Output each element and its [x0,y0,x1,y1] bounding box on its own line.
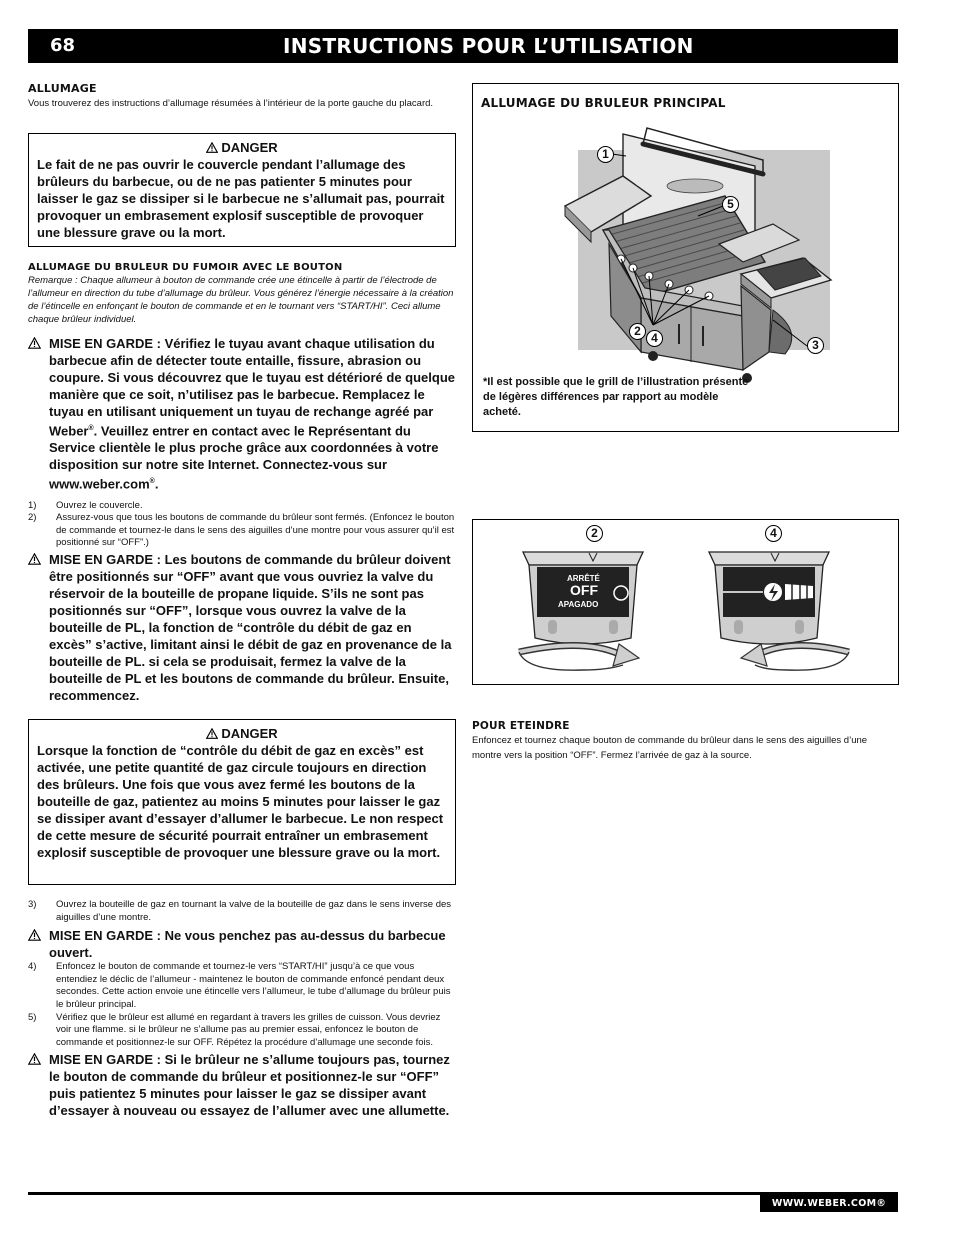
danger-title-1: DANGER [37,140,447,156]
warning-retry: MISE EN GARDE : Si le brûleur ne s’allume toujours pas, tournez le bouton de commande du brûleur et positionnez-le sur “OFF” puis patientez 5 minutes pour laisser le gaz se dissiper avant d’essayer à nouveau ou essayez de l’allumer avec une allumette. [28,1051,456,1119]
page-number: 68 [50,35,76,56]
step-4: 4) Enfoncez le bouton de commande et tournez-le vers “START/HI” jusqu’à ce que vous entendiez le déclic de l’allumeur - maintenez le bouton de commande enfoncé pendant deux secondes. Cette action envoie une étincelle vers l’allumeur, le tube d’allumage du brûleur puis le brûleur principal. [28,961,451,1010]
pour-eteindre-heading: POUR ETEINDRE [472,720,570,732]
knob-label-arrete: ARRÊTÉ [567,574,600,583]
knob-label-off: OFF [570,582,598,598]
danger-text-1: Le fait de ne pas ouvrir le couvercle pendant l’allumage des brûleurs du barbecue, ou de ne pas patienter 5 minutes pour laisser le gaz se dissiper si le barbecue ne s’allumait pas, pourrait provoquer un embrasement explosif susceptible de provoquer une blessure grave ou la mort. [37,157,445,240]
page-title: INSTRUCTIONS POUR L’UTILISATION [283,34,694,58]
knob-callout-2: 2 [586,525,603,542]
warning-knobs-off: MISE EN GARDE : Les boutons de commande du brûleur doivent être positionnés sur “OFF” avant que vous ouvriez la valve du réservoir de la bouteille de propane liquide. S’ils ne sont pas positionnés sur “OFF”, lorsque vous ouvrez la valve de la bouteille de PL, la fonction de “contrôle du débit de gaz en excès” s’active, limitant ainsi le débit de gaz en provenance de la bouteille de PL. si cela se produisait, fermez la valve de la bouteille de PL et les boutons de commande du brûleur. Ensuite, recommencez. [28,551,456,704]
warning-triangle-icon [28,337,41,349]
grill-illustration [473,84,898,384]
knobs-illustration [473,520,898,684]
warning-hose: MISE EN GARDE : Vérifiez le tuyau avant chaque utilisation du barbecue afin de détecter toute entaille, fissure, abrasion ou coupure. Si vous découvrez que le tuyau est détérioré de quelque manière que ce soit, n’utilisez pas le barbecue. Remplacez le tuyau en utilisant uniquement un tuyau de rechange agréé par Weber®. Veuillez entrer en contact avec le Représentant du Service clientèle le plus proche grâce aux coordonnées à votre disposition sur notre site Internet. Connectez-vous sur www.weber.com®. [28,335,456,493]
fumoir-note: Remarque : Chaque allumeur à bouton de commande crée une étincelle à partir de l’électrode de l’allumeur en direction du tube d’allumage du brûleur. Vous générez l’énergie nécessaire à la création de l’étincelle en enfonçant le bouton de commande et en le tournant vers “START/HI”. Ceci allume chaque brûleur individuel. [28,275,454,325]
callout-2: 2 [629,323,646,340]
knob-label-apagado: APAGADO [558,600,599,609]
knobs-illustration-box [472,519,899,685]
warning-triangle-icon [28,553,41,565]
step-5: 5) Vérifiez que le brûleur est allumé en regardant à travers les grilles de cuisson. Vous devriez voir une flamme. si le brûleur ne s’allume pas au premier essai, enfoncez le bouton de commande et positionnez-le sur OFF. Répétez la procédure d’allumage une seconde fois. [28,1011,441,1048]
page-header [28,29,898,63]
step-1: 1) Ouvrez le couvercle. [28,499,143,511]
footer-url: WWW.WEBER.COM® [760,1195,898,1212]
grill-illustration-box [472,83,899,432]
pour-eteindre-text: Enfoncez et tournez chaque bouton de commande du brûleur dans le sens des aiguilles d’une montre vers la position “OFF”. Fermez l’arrivée de gaz à la source. [472,735,868,761]
step-3: 3) Ouvrez la bouteille de gaz en tournant la valve de la bouteille de gaz dans le sens inverse des aiguilles d’une montre. [28,899,452,923]
callout-3: 3 [807,337,824,354]
danger-box-2 [28,719,456,885]
warning-triangle-icon [28,929,41,941]
callout-1: 1 [597,146,614,163]
callout-5: 5 [722,196,739,213]
knob-callout-4: 4 [765,525,782,542]
warning-lean: MISE EN GARDE : Ne vous penchez pas au-dessus du barbecue ouvert. [28,927,456,961]
grill-box-title: ALLUMAGE DU BRULEUR PRINCIPAL [481,96,726,110]
grill-note: *Il est possible que le grill de l’illustration présente de légères différences par rapport au modèle acheté. [483,376,749,418]
allumage-text: Vous trouverez des instructions d’allumage résumées à l’intérieur de la porte gauche du placard. [28,98,434,109]
pour-eteindre-section [472,720,898,763]
warning-triangle-icon [28,1053,41,1065]
danger-box-1 [28,133,456,247]
danger-text-2: Lorsque la fonction de “contrôle du débit de gaz en excès” est activée, une petite quantité de gaz circule toujours en direction des brûleurs. Une fois que vous avez fermé les boutons de la bouteille de gaz, patientez au moins 5 minutes pour laisser le gaz se dissiper avant d’essayer d’allumer le barbecue. Le non respect de cette mesure de sécurité pourrait entraîner un embrasement explosif susceptible de provoquer une blessure grave ou la mort. [37,743,444,861]
allumage-heading: ALLUMAGE [28,82,97,95]
left-column [28,82,456,1119]
danger-title-2: DANGER [37,726,447,742]
step-2: 2) Assurez-vous que tous les boutons de commande du brûleur sont fermés. (Enfoncez le bouton de commande et tournez-le dans le sens des aiguilles d’une montre pour vous assurer qu’il est positionné sur “OFF”.) [28,512,455,549]
warning-triangle-icon [206,728,218,739]
warning-triangle-icon [206,142,218,153]
callout-4: 4 [646,330,663,347]
fumoir-heading: ALLUMAGE DU BRULEUR DU FUMOIR AVEC LE BOUTON [28,262,343,273]
